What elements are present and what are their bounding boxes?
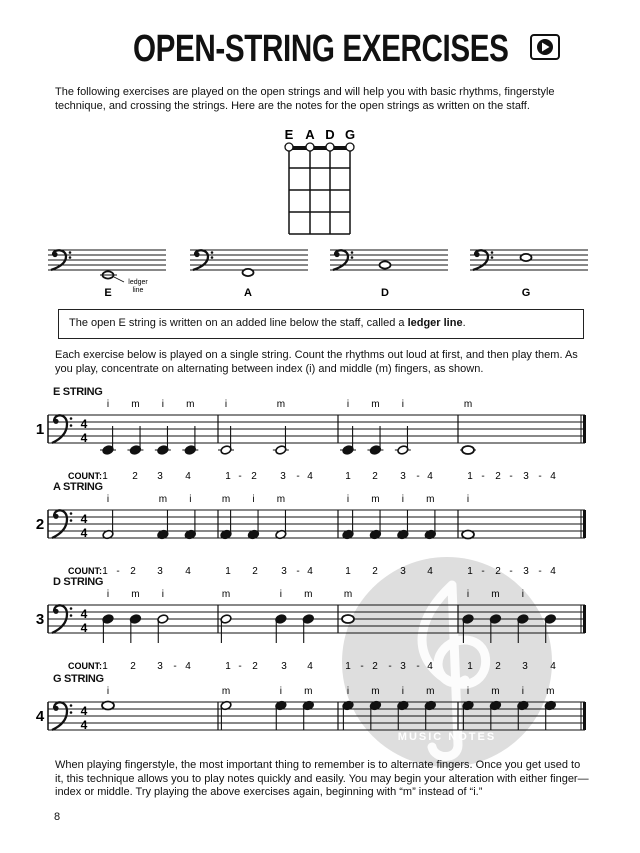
finger-label: i <box>521 686 524 697</box>
finger-label: i <box>224 399 228 410</box>
section-label-d: D STRING <box>53 576 104 588</box>
count-value: 2 <box>495 566 501 577</box>
whole-note <box>462 446 474 454</box>
count-value: 4 <box>185 661 191 672</box>
bass-clef-dot-icon <box>70 512 73 515</box>
finger-label: m <box>221 589 231 600</box>
count-value: 4 <box>185 471 191 482</box>
time-signature-top: 4 <box>80 704 88 718</box>
open-note-label: E <box>104 287 112 299</box>
count-value: 3 <box>157 661 163 672</box>
count-value: 4 <box>427 661 433 672</box>
bass-clef-dot-icon <box>53 419 58 424</box>
finger-label: i <box>401 686 404 697</box>
count-label: COUNT: <box>68 661 102 671</box>
ledger-line-note <box>58 309 584 339</box>
page-number: 8 <box>54 811 61 823</box>
finger-label: i <box>106 494 110 505</box>
bass-clef-dot-icon <box>70 711 73 714</box>
count-value: 1 <box>467 661 473 672</box>
open-note-label: A <box>244 287 252 299</box>
final-barline-thick <box>583 605 586 633</box>
final-barline-thick <box>583 702 586 730</box>
count-value: - <box>538 471 542 482</box>
count-value: 4 <box>307 566 313 577</box>
count-value: 2 <box>372 471 378 482</box>
exercise-number: 1 <box>35 421 45 438</box>
bass-clef-dot-icon <box>194 252 199 257</box>
finger-label: m <box>131 399 140 410</box>
time-signature-top: 4 <box>80 512 88 526</box>
exercise-1 <box>36 399 586 482</box>
whole-note <box>342 615 354 623</box>
bass-clef-dot-icon <box>211 251 214 254</box>
section-label-e: E STRING <box>53 386 103 398</box>
exercise-3 <box>36 589 586 672</box>
count-value: - <box>296 566 300 577</box>
bass-clef-dot-icon <box>52 252 57 257</box>
bass-clef-dot-icon <box>474 252 479 257</box>
count-value: 4 <box>307 661 313 672</box>
finger-label: i <box>279 686 282 697</box>
count-value: - <box>538 566 542 577</box>
count-value: 1 <box>345 471 351 482</box>
bass-clef-dot-icon <box>53 514 58 519</box>
section-label-a: A STRING <box>53 481 103 493</box>
count-value: - <box>481 471 485 482</box>
ledger-note-end: . <box>462 317 466 329</box>
whole-note <box>462 531 474 539</box>
count-value: 4 <box>427 566 433 577</box>
finger-label: i <box>106 686 110 697</box>
bass-clef-dot-icon <box>70 704 73 707</box>
bass-clef-dot-icon <box>491 251 494 254</box>
exercise-number: 3 <box>35 611 45 628</box>
open-string-notes <box>0 240 640 305</box>
count-value: 3 <box>400 566 406 577</box>
open-note-g <box>521 254 532 261</box>
count-value: - <box>481 566 485 577</box>
fretboard-string-e: E <box>284 127 294 142</box>
finger-label: m <box>221 494 231 505</box>
final-barline-thick <box>583 510 586 538</box>
page-title: OPEN-STRING EXERCISES <box>132 28 509 70</box>
whole-note <box>102 702 114 710</box>
open-note-label: G <box>521 287 531 299</box>
count-value: 4 <box>550 661 556 672</box>
finger-label: i <box>106 399 110 410</box>
time-signature-top: 4 <box>80 607 88 621</box>
finger-label: i <box>466 589 470 600</box>
count-value: 1 <box>345 661 351 672</box>
count-value: - <box>360 661 364 672</box>
count-value: 2 <box>495 661 501 672</box>
finger-label: m <box>371 686 380 697</box>
count-value: 3 <box>400 661 406 672</box>
finger-label: i <box>189 494 192 505</box>
count-value: - <box>238 471 242 482</box>
count-value: 3 <box>523 566 529 577</box>
open-note-a <box>243 269 254 276</box>
section-label-g: G STRING <box>53 673 104 685</box>
count-value: - <box>509 471 513 482</box>
count-value: 2 <box>130 566 136 577</box>
finger-label: m <box>463 399 473 410</box>
count-value: 2 <box>252 566 258 577</box>
count-value: 1 <box>467 471 473 482</box>
count-value: - <box>238 661 242 672</box>
finger-label: m <box>158 494 168 505</box>
finger-label: i <box>466 686 470 697</box>
finger-label: m <box>343 589 353 600</box>
count-value: 1 <box>225 661 231 672</box>
bass-clef-dot-icon <box>53 706 58 711</box>
count-value: 4 <box>550 566 556 577</box>
count-value: 2 <box>130 661 136 672</box>
ledger-note-bold: ledger line <box>407 317 463 329</box>
exercise-staves <box>0 395 640 755</box>
count-value: 1 <box>225 471 231 482</box>
exercise-intro: Each exercise below is played on a single string. Count the rhythms out loud at first, and then play them. As you play, concentrate on alternating between index (i) and middle (m) fingers, as shown. <box>55 349 578 375</box>
open-note-d <box>380 261 391 268</box>
count-value: 1 <box>102 661 108 672</box>
count-value: 4 <box>427 471 433 482</box>
bass-clef-dot-icon <box>334 252 339 257</box>
exercise-4 <box>36 686 586 755</box>
finger-label: m <box>491 686 500 697</box>
fretboard-string-d: D <box>325 127 335 142</box>
count-value: 4 <box>550 471 556 482</box>
bass-clef-dot-icon <box>70 417 73 420</box>
exercise-2 <box>36 494 586 577</box>
count-value: 3 <box>522 661 528 672</box>
count-value: - <box>509 566 513 577</box>
count-value: 4 <box>307 471 313 482</box>
finger-label: m <box>426 494 435 505</box>
bass-clef-dot-icon <box>70 424 73 427</box>
finger-label: i <box>252 494 255 505</box>
count-value: 1 <box>467 566 473 577</box>
final-barline-thick <box>583 415 586 443</box>
finger-label: m <box>426 686 435 697</box>
count-value: - <box>416 661 420 672</box>
finger-label: m <box>186 399 195 410</box>
count-value: 2 <box>495 471 501 482</box>
finger-label: i <box>279 589 282 600</box>
fretboard-string-a: A <box>305 127 315 142</box>
finger-label: i <box>346 494 350 505</box>
bass-clef-dot-icon <box>70 614 73 617</box>
count-value: 3 <box>400 471 406 482</box>
finger-label: i <box>161 589 164 600</box>
bass-clef-dot-icon <box>70 519 73 522</box>
count-value: 2 <box>372 661 378 672</box>
count-value: 3 <box>523 471 529 482</box>
fretboard-string-g: G <box>344 127 356 142</box>
finger-label: i <box>346 686 350 697</box>
time-signature-bottom: 4 <box>80 526 88 540</box>
finger-label: m <box>371 494 380 505</box>
exercise-number: 4 <box>35 708 45 725</box>
finger-label: m <box>304 589 313 600</box>
finger-label: m <box>276 494 286 505</box>
finger-label: m <box>221 686 231 697</box>
ledger-arrow-icon <box>114 277 124 282</box>
fretboard-diagram <box>275 124 365 239</box>
open-note-label: D <box>381 287 389 299</box>
time-signature-bottom: 4 <box>80 431 88 445</box>
count-value: 3 <box>280 471 286 482</box>
count-value: 2 <box>372 566 378 577</box>
finger-label: m <box>276 399 286 410</box>
finger-label: i <box>161 399 164 410</box>
count-label: COUNT: <box>68 566 102 576</box>
finger-label: i <box>401 494 404 505</box>
count-value: - <box>296 471 300 482</box>
finger-label: m <box>491 589 500 600</box>
bass-clef-dot-icon <box>491 256 494 259</box>
finger-label: m <box>546 686 555 697</box>
watermark-text: MUSIC NOTES <box>397 731 497 743</box>
finger-label: m <box>304 686 313 697</box>
bass-clef-dot-icon <box>211 256 214 259</box>
count-value: 2 <box>132 471 138 482</box>
time-signature-top: 4 <box>80 417 88 431</box>
exercise-number: 2 <box>35 516 45 533</box>
count-value: 2 <box>252 661 258 672</box>
finger-label: i <box>401 399 404 410</box>
ledger-annotation-word: line <box>132 287 144 294</box>
bass-clef-dot-icon <box>70 607 73 610</box>
ledger-note-text: The open E string is written on an added line below the staff, called a <box>69 317 408 329</box>
finger-label: m <box>131 589 140 600</box>
play-icon[interactable] <box>530 34 560 65</box>
finger-label: m <box>371 399 380 410</box>
count-value: - <box>116 566 120 577</box>
bass-clef-dot-icon <box>69 256 72 259</box>
count-value: 1 <box>345 566 351 577</box>
bass-clef-dot-icon <box>351 256 354 259</box>
bass-clef-dot-icon <box>53 609 58 614</box>
closing-paragraph: When playing fingerstyle, the most important thing to remember is to alternate fingers. Once you get used to it, this technique allows you to play notes quickly and easily. You may begin your alteration with either finger—index or middle. Try playing the above exercises again, beginning with “m” instead of “i.” <box>55 759 589 798</box>
finger-label: i <box>106 589 110 600</box>
count-value: 3 <box>281 661 287 672</box>
count-value: 1 <box>102 566 108 577</box>
ledger-annotation-word: ledger <box>128 279 148 286</box>
time-signature-bottom: 4 <box>80 621 88 635</box>
count-value: 1 <box>102 471 108 482</box>
intro-paragraph: The following exercises are played on the open strings and will help you with basic rhythms, fingerstyle technique, and crossing the strings. Here are the notes for the open strings as written on the staff. <box>55 86 555 112</box>
count-value: 3 <box>281 566 287 577</box>
count-value: 2 <box>251 471 257 482</box>
count-value: - <box>388 661 392 672</box>
bass-clef-dot-icon <box>69 251 72 254</box>
finger-label: i <box>346 399 350 410</box>
finger-label: i <box>521 589 524 600</box>
count-value: 4 <box>185 566 191 577</box>
time-signature-bottom: 4 <box>80 718 88 732</box>
count-value: 3 <box>157 566 163 577</box>
count-value: 3 <box>157 471 163 482</box>
count-value: 1 <box>225 566 231 577</box>
count-label: COUNT: <box>68 471 102 481</box>
count-value: - <box>416 471 420 482</box>
page-title-row <box>0 28 640 71</box>
finger-label: i <box>466 494 470 505</box>
bass-clef-dot-icon <box>351 251 354 254</box>
count-value: - <box>173 661 177 672</box>
